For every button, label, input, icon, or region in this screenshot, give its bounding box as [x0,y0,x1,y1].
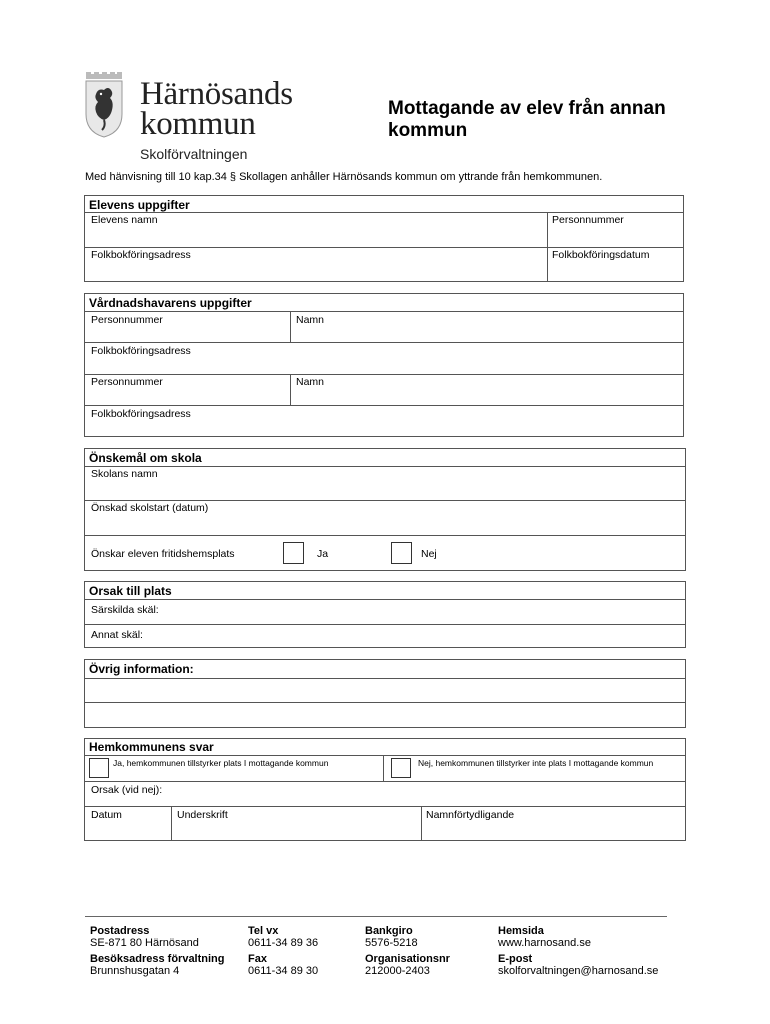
guardian2-address-field[interactable]: Folkbokföringsadress [91,408,191,420]
footer-email-link[interactable]: skolforvaltningen@harnosand.se [498,965,659,977]
guardian2-name-field[interactable]: Namn [296,376,325,388]
intro-text: Med hänvisning till 10 kap.34 § Skollagen anhåller Härnösands kommun om yttrande från hemkommunen. [85,171,603,183]
footer-bankgiro-value: 5576-5218 [365,937,418,949]
after-school-label: Önskar eleven fritidshemsplats [91,548,235,560]
other-info-title: Övrig information: [89,662,194,676]
student-ssn-field[interactable]: Personnummer [552,214,624,226]
footer-email-label: E-post [498,953,533,965]
guardian-section [84,293,684,437]
guardian1-name-field[interactable]: Namn [296,314,325,326]
brand-name-line2: kommun [140,106,256,142]
deny-checkbox[interactable] [391,758,411,778]
footer-phone-label: Tel vx [248,925,279,937]
guardian-section-title: Vårdnadshavarens uppgifter [89,296,252,310]
school-section [84,448,686,571]
other-info-section [84,659,686,728]
date-field[interactable]: Datum [91,809,122,821]
other-info-line2[interactable] [85,703,685,727]
footer-fax-label: Fax [248,953,267,965]
reason-section-title: Orsak till plats [89,584,172,598]
after-school-yes-checkbox[interactable] [283,542,304,564]
deny-reason-field[interactable]: Orsak (vid nej): [91,784,163,796]
name-clarification-field[interactable]: Namnförtydligande [426,809,515,821]
footer-web-label: Hemsida [498,925,544,937]
school-section-title: Önskemål om skola [89,451,202,465]
footer-bankgiro-label: Bankgiro [365,925,413,937]
footer-postal-value: SE-871 80 Härnösand [90,937,199,949]
footer-phone [248,925,318,977]
coat-of-arms-logo [84,72,124,138]
after-school-no-checkbox[interactable] [391,542,412,564]
student-address-date-field[interactable]: Folkbokföringsdatum [552,249,650,261]
student-section-title: Elevens uppgifter [89,198,190,212]
form-title: Mottagande av elev från annan kommun [388,98,666,141]
footer-visit-label: Besöksadress förvaltning [90,953,225,965]
footer-visit-value: Brunnshusgatan 4 [90,965,180,977]
approve-label: Ja, hemkommunen tillstyrker plats I mottagande kommun [113,758,329,768]
other-reason-field[interactable]: Annat skäl: [91,629,143,641]
other-info-line1[interactable] [85,679,685,701]
student-section [84,195,684,282]
footer-web-link[interactable]: www.harnosand.se [498,937,591,949]
department-name: Skolförvaltningen [140,146,248,162]
signature-field[interactable]: Underskrift [177,809,228,821]
footer-phone-value: 0611-34 89 36 [248,937,319,949]
after-school-yes-label: Ja [317,548,329,560]
footer-orgnr-value: 212000-2403 [365,965,430,977]
student-address-field[interactable]: Folkbokföringsadress [91,249,191,261]
footer-orgnr-label: Organisationsnr [365,953,450,965]
home-response-section [84,738,686,841]
guardian1-ssn-field[interactable]: Personnummer [91,314,163,326]
student-name-field[interactable]: Elevens namn [91,214,158,226]
home-response-title: Hemkommunens svar [89,740,214,754]
school-start-field[interactable]: Önskad skolstart (datum) [91,502,209,514]
footer-divider [85,916,667,917]
special-reason-field[interactable]: Särskilda skäl: [91,604,159,616]
brand-name-line1: Härnösands [140,76,293,112]
deny-label: Nej, hemkommunen tillstyrker inte plats I mottagande kommun [418,758,654,768]
reason-section [84,581,686,648]
guardian1-address-field[interactable]: Folkbokföringsadress [91,345,191,357]
after-school-no-label: Nej [421,548,437,560]
footer-bank [365,925,450,977]
footer-web [498,925,658,977]
footer-postal [90,925,225,977]
approve-checkbox[interactable] [89,758,109,778]
footer-fax-value: 0611-34 89 30 [248,965,319,977]
guardian2-ssn-field[interactable]: Personnummer [91,376,163,388]
school-name-field[interactable]: Skolans namn [91,468,158,480]
footer-postal-label: Postadress [90,925,150,937]
